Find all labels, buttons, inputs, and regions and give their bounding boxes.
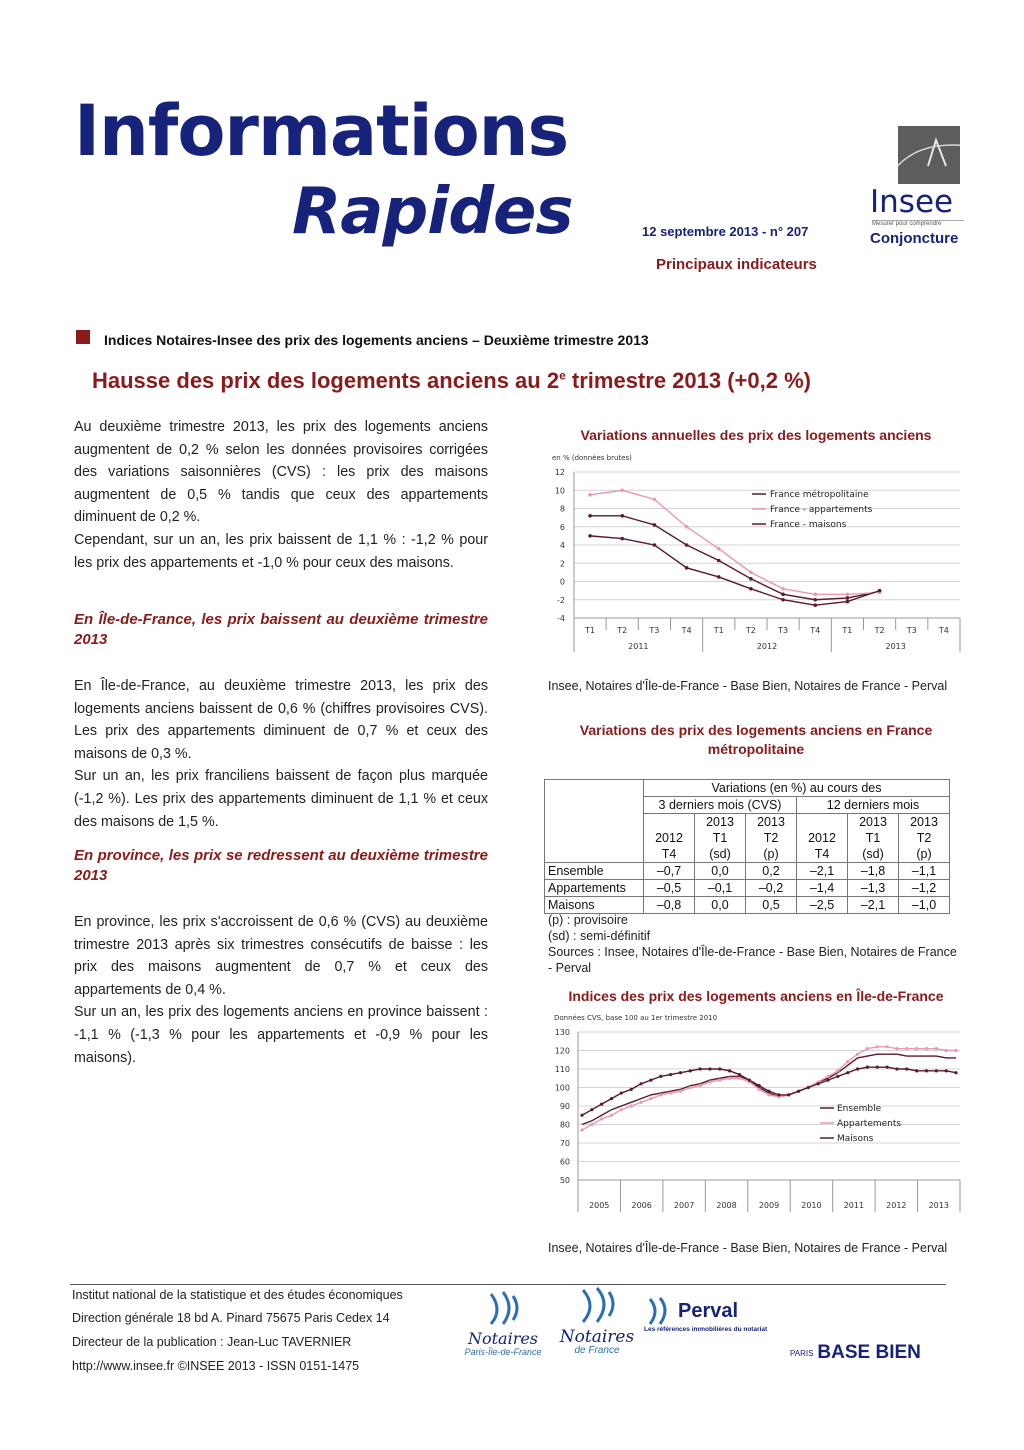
chart2-ytick: 70 [559,1139,570,1148]
kicker-square-icon [76,330,90,344]
chart2-point [689,1069,692,1072]
table-cell: 0,2 [746,863,797,880]
chart1-source: Insee, Notaires d'Île-de-France - Base Bien, Notaires de France - Perval [548,679,948,693]
chart1-xtick: T3 [778,626,789,635]
chart2-point [895,1047,898,1050]
table-cell: –0,2 [746,880,797,897]
table-cell: –2,1 [797,863,848,880]
chart1-point [620,537,624,541]
chart2-point [580,1128,583,1131]
paragraph-idf-block [74,675,488,833]
chart2-point [728,1077,731,1080]
chart2-point [836,1075,839,1078]
chart1-year-label: 2011 [628,642,649,651]
chart1-point [685,525,689,529]
chart2-point [826,1079,829,1082]
chart1-xtick: T2 [745,626,756,635]
chart2-point [876,1045,879,1048]
chart1-ytick: 10 [554,486,565,496]
footer-url[interactable]: http://www.insee.fr ©INSEE 2013 - ISSN 0151-1475 [72,1359,360,1373]
notaires-france-logo: Notaires de France [552,1286,642,1356]
chart1-point [781,598,785,602]
table-cell: –2,5 [797,897,848,914]
table-column-header [746,814,797,863]
chart1-point [685,543,689,547]
table-column-header-line: 2012 [655,831,683,845]
chart1-xtick: T1 [842,626,853,635]
chart1-point [813,603,817,607]
table-column-header [848,814,899,863]
chart2-ylabel: Données CVS, base 100 au 1er trimestre 2010 [554,1014,718,1022]
chart1-ytick: 8 [559,504,565,514]
chart2-point [600,1103,603,1106]
chart2-point [699,1084,702,1087]
table-cell: –2,1 [848,897,899,914]
chart2-point [718,1067,721,1070]
chart1-point [813,598,817,602]
chart2-point [915,1069,918,1072]
chart2-point [767,1090,770,1093]
chart2-point [954,1071,957,1074]
chart2-point [708,1067,711,1070]
table-cell: 0,0 [695,897,746,914]
table-column-header-line: T2 [916,831,932,845]
chart1-point [653,543,657,547]
chart2-point [905,1047,908,1050]
chart2-point [777,1093,780,1096]
chart2-ytick: 60 [559,1157,570,1167]
chart2-point [610,1097,613,1100]
chart1-ytick: 0 [559,577,565,587]
section-label: Principaux indicateurs [656,256,817,273]
table-column-header-line: (sd) [709,847,731,861]
chart2-xtick: 2010 [801,1201,822,1210]
chart2-xtick: 2013 [928,1201,949,1210]
table-cell: –0,1 [695,880,746,897]
chart1-point [717,547,721,551]
table-notes [548,912,960,976]
chart2-legend-label: Maisons [837,1134,874,1144]
chart2-point [630,1104,633,1107]
chart2-ytick: 120 [554,1046,570,1056]
insee-conjoncture: Conjoncture [870,230,959,247]
chart1-point [749,577,753,581]
paragraph: Au deuxième trimestre 2013, les prix des logements anciens augmentent de 0,2 % selon les données provisoires corrigées des variations saisonnières (CVS) : les prix des maisons augmentent de 0,5 % tandis que ceux des appartements diminuent de 0,2 %. [74,419,488,526]
chart2-point [590,1108,593,1111]
chart2-point [748,1079,751,1082]
chart2-point [846,1071,849,1074]
chart1-legend-label: France - appartements [770,505,873,515]
chart2-point [876,1066,879,1069]
kicker: Indices Notaires-Insee des prix des logements anciens – Deuxième trimestre 2013 [104,332,649,348]
perval-logo: Perval Les références immobilières du notariat [644,1296,786,1333]
table-cell: –0,8 [644,897,695,914]
paragraph-1-block [74,416,488,574]
table-cell: –1,8 [848,863,899,880]
insee-logo-mark [898,126,960,184]
chart2-point [639,1101,642,1104]
perval-emblem-icon [644,1296,672,1326]
chart2-ytick: 50 [559,1176,570,1185]
chart2-series-line [582,1047,956,1130]
table-header-top: Variations (en %) au cours des [644,780,950,797]
chart2-series-line [582,1054,956,1124]
chart2-point [659,1093,662,1096]
chart2-point [797,1090,800,1093]
chart1-ytick: 2 [559,559,565,569]
table-cell: –1,1 [899,863,950,880]
footer-line: Institut national de la statistique et des études économiques [72,1288,403,1302]
chart2-point [580,1114,583,1117]
chart2-ytick: 110 [554,1065,570,1074]
chart2-point [856,1067,859,1070]
chart2-xtick: 2007 [673,1201,695,1210]
chart2-point [905,1067,908,1070]
table-column-header-line: 2013 [859,815,887,829]
chart1-point [781,587,785,591]
insee-logo-icon [898,126,960,184]
table-column-header-line: T1 [865,831,881,845]
chart1-point [813,592,817,596]
table-column-header [797,814,848,863]
table-row [545,897,950,914]
chart2-point [817,1082,820,1085]
chart2-point [630,1088,633,1091]
chart2-ytick: 90 [559,1102,570,1111]
headline: Hausse des prix des logements anciens au 2e trimestre 2013 (+0,2 %) [92,368,811,393]
chart2-point [679,1071,682,1074]
footer-line: Directeur de la publication : Jean-Luc TAVERNIER [72,1335,352,1349]
chart2-point [610,1114,613,1117]
chart1-point [846,592,850,596]
chart2-point [620,1091,623,1094]
chart1-xtick: T4 [681,626,692,635]
chart1-point [653,498,657,502]
chart1-year-label: 2012 [756,642,778,651]
chart1-xtick: T4 [810,626,821,635]
chart2-point [728,1069,731,1072]
table-column-header [695,814,746,863]
chart2-point [649,1097,652,1100]
table-column-header [899,814,950,863]
chart2-point [787,1093,790,1096]
chart2-xtick: 2012 [886,1201,907,1210]
table-column-header-line: T2 [763,831,779,845]
chart2-point [669,1073,672,1076]
chart1-point [588,534,592,538]
chart1-point [717,575,721,579]
chart2-xtick: 2005 [589,1201,610,1210]
chart1-legend-label: France métropolitaine [770,490,869,500]
chart2-point [708,1080,711,1083]
chart1-point [846,596,850,600]
chart2-xtick: 2009 [758,1201,780,1210]
chart2-point [935,1069,938,1072]
chart2-title: Indices des prix des logements anciens en Île-de-France [568,988,944,1004]
chart2-point [915,1047,918,1050]
table-cell: 0,0 [695,863,746,880]
base-bien-logo: PARIS BASE BIEN [790,1342,921,1363]
chart2-point [866,1066,869,1069]
paragraph: Sur un an, les prix des logements anciens en province baissent : -1,1 % (-1,3 % pour les appartements et -0,9 % pour les maisons). [74,1004,488,1066]
chart2-point [826,1075,829,1078]
table-column-header-line: (p) [763,847,779,861]
chart1-xtick: T3 [649,626,660,635]
notaires-emblem-icon [483,1290,523,1326]
table-column-header-line: T4 [661,847,677,861]
chart2-point [659,1075,662,1078]
chart2-point [886,1066,889,1069]
table-cell: –0,5 [644,880,695,897]
table-cell: 0,5 [746,897,797,914]
chart1-xtick: T1 [585,626,596,635]
footer-line: Direction générale 18 bd A. Pinard 75675 Paris Cedex 14 [72,1311,390,1325]
chart2-point [925,1047,928,1050]
table-cell: –1,4 [797,880,848,897]
chart2-legend-label: Appartements [837,1119,902,1129]
paragraph: Cependant, sur un an, les prix baissent de 1,1 % : -1,2 % pour les prix des appartements et -1,0 % pour ceux des maisons. [74,531,488,571]
chart2-point [718,1079,721,1082]
table-column-header-line: (sd) [862,847,884,861]
chart1-point [588,493,592,497]
subheading-idf: En Île-de-France, les prix baissent au deuxième trimestre 2013 [74,611,488,648]
chart2-point [758,1088,761,1091]
table-row [545,863,950,880]
footer-divider [70,1284,946,1285]
chart2-point [856,1053,859,1056]
chart2-point [767,1093,770,1096]
chart2-ytick: 130 [554,1028,570,1037]
chart2-point [895,1067,898,1070]
chart2-point [738,1077,741,1080]
chart2-source: Insee, Notaires d'Île-de-France - Base Bien, Notaires de France - Perval [548,1241,948,1255]
notaires-idf-logo: Notaires Paris-Île-de-France [448,1290,558,1357]
chart2-point [738,1073,741,1076]
chart2-point [945,1069,948,1072]
chart2-point [846,1060,849,1063]
variations-table [544,779,950,914]
table-cell: –0,7 [644,863,695,880]
table-note: (p) : provisoire [548,913,628,927]
chart1-year-label: 2013 [885,642,906,651]
chart2-point [620,1108,623,1111]
paragraph: En province, les prix s'accroissent de 0,6 % (CVS) au deuxième trimestre 2013 après six trimestres consécutifs de baisse : les prix des maisons augmentent de 0,7 % et ceux des appartements de 0,4 %. [74,914,488,998]
chart1-ytick: 6 [559,522,565,532]
chart2-point [649,1079,652,1082]
chart1-xtick: T1 [713,626,724,635]
table-column-header-line: 2012 [808,831,836,845]
table-title: Variations des prix des logements anciens en France métropolitaine [579,722,933,757]
chart1-legend-label: France - maisons [770,520,847,530]
chart2-point [669,1091,672,1094]
chart2-ytick: 80 [559,1120,570,1130]
chart2-point [689,1086,692,1089]
chart1-annual-variations [540,448,964,660]
chart1-ytick: -2 [557,595,565,605]
chart1-point [620,488,624,492]
chart1-ylabel: en % (données brutes) [552,454,632,462]
subheading-province: En province, les prix se redressent au deuxième trimestre 2013 [74,847,488,884]
table-column-header-line: 2013 [910,815,938,829]
table-column-header [644,814,695,863]
insee-tagline: Mesurer pour comprendre [872,220,964,227]
chart2-point [679,1090,682,1093]
chart2-point [807,1086,810,1089]
chart2-idf-indices [540,1010,964,1220]
chart2-legend-label: Ensemble [837,1104,882,1114]
chart2-xtick: 2008 [716,1201,737,1210]
chart2-xtick: 2006 [631,1201,652,1210]
paragraph: Sur un an, les prix franciliens baissent de façon plus marquée (-1,2 %). Les prix des appartements diminuent de 1,1 % et ceux des maisons de 1,5 %. [74,768,488,830]
chart1-xtick: T3 [906,626,917,635]
chart1-point [846,600,850,604]
chart1-xtick: T2 [617,626,628,635]
paragraph: En Île-de-France, au deuxième trimestre 2013, les prix des logements anciens baissent de 0,6 % (chiffres provisoires CVS). Les prix des appartements diminuent de 0,7 % et ceux des maisons de 0,3 %. [74,678,488,762]
chart2-point [639,1082,642,1085]
table-note: Sources : Insee, Notaires d'Île-de-France - Base Bien, Notaires de France - Perval [548,945,957,975]
table-row-label: Appartements [545,880,644,897]
chart2-point [925,1069,928,1072]
table-column-header-line: (p) [916,847,932,861]
table-row-label: Ensemble [545,863,644,880]
chart2-point [954,1049,957,1052]
chart2-point [886,1045,889,1048]
table-column-header-line: T4 [814,847,830,861]
table-row-label: Maisons [545,897,644,914]
paragraph-province-block [74,911,488,1069]
chart1-ytick: 4 [559,541,565,550]
chart1-point [781,592,785,596]
table-note: (sd) : semi-définitif [548,929,651,943]
table-cell: –1,2 [899,880,950,897]
table-cell: –1,3 [848,880,899,897]
chart1-title: Variations annuelles des prix des logements anciens [580,427,932,443]
chart1-ytick: -4 [557,614,565,623]
masthead-title-informations: Informations [74,90,569,172]
chart2-point [945,1049,948,1052]
masthead-title-rapides: Rapides [292,175,573,249]
insee-wordmark: Insee [870,184,954,220]
chart1-point [685,566,689,570]
issue-date: 12 septembre 2013 - n° 207 [642,224,809,239]
table-row [545,880,950,897]
chart1-xtick: T4 [938,626,949,635]
chart2-point [600,1117,603,1120]
chart2-point [935,1047,938,1050]
chart2-point [836,1069,839,1072]
chart1-point [749,587,753,591]
chart2-xtick: 2011 [843,1201,865,1210]
table-column-header-line: 2013 [757,815,785,829]
chart1-point [749,571,753,575]
chart2-ytick: 100 [554,1083,570,1093]
chart2-point [699,1067,702,1070]
table-column-header-line: 2013 [706,815,734,829]
chart1-point [878,589,882,593]
chart1-point [588,514,592,518]
variations-table-wrap [544,779,950,914]
chart1-ytick: 12 [554,468,565,477]
chart2-point [866,1047,869,1050]
chart1-point [620,514,624,518]
chart1-point [653,523,657,527]
notaires-emblem-icon [575,1286,619,1324]
chart1-point [717,559,721,563]
table-header-group: 12 derniers mois [797,797,950,814]
table-cell: –1,0 [899,897,950,914]
table-column-header-line: T1 [712,831,728,845]
chart2-point [758,1084,761,1087]
table-header-group: 3 derniers mois (CVS) [644,797,797,814]
chart2-point [590,1123,593,1126]
chart1-xtick: T2 [874,626,885,635]
